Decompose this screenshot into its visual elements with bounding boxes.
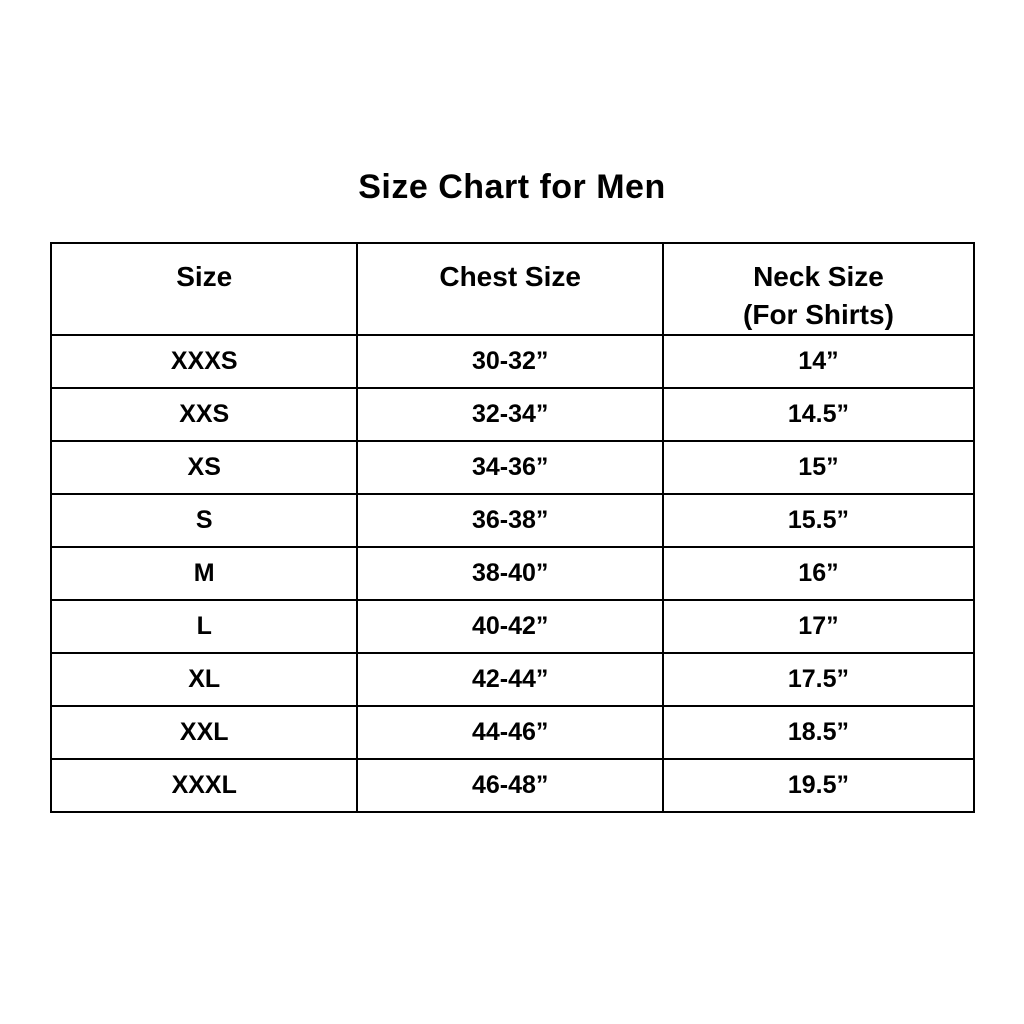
table-row [51,600,974,653]
neck-size-cell: 19.5” [663,759,974,812]
table-row [51,706,974,759]
table-row [51,759,974,812]
neck-size-cell: 15.5” [663,494,974,547]
size-cell: XXS [51,388,357,441]
header-row [51,243,974,335]
neck-size-cell: 17” [663,600,974,653]
page-title: Size Chart for Men [358,168,666,206]
table-row [51,388,974,441]
size-cell: M [51,547,357,600]
header-neck-size-sublabel: (For Shirts) [743,298,894,330]
header-chest-size-label: Chest Size [439,261,581,292]
neck-size-cell: 15” [663,441,974,494]
chest-size-cell: 34-36” [357,441,663,494]
neck-size-cell: 14.5” [663,388,974,441]
header-cell-neck-size [663,243,974,335]
neck-size-cell: 17.5” [663,653,974,706]
chest-size-cell: 42-44” [357,653,663,706]
size-cell: XS [51,441,357,494]
neck-size-cell: 18.5” [663,706,974,759]
table-row [51,494,974,547]
table-row [51,547,974,600]
size-cell: XL [51,653,357,706]
chest-size-cell: 32-34” [357,388,663,441]
chest-size-cell: 40-42” [357,600,663,653]
size-cell: XXL [51,706,357,759]
table-row [51,441,974,494]
header-neck-size-label: Neck Size [753,261,884,292]
header-size-label: Size [176,261,233,292]
header-cell-size [51,243,357,335]
size-cell: XXXS [51,335,357,388]
neck-size-cell: 16” [663,547,974,600]
neck-size-cell: 14” [663,335,974,388]
size-cell: L [51,600,357,653]
chest-size-cell: 38-40” [357,547,663,600]
chest-size-cell: 36-38” [357,494,663,547]
size-table [50,242,975,813]
header-cell-chest-size [357,243,663,335]
table-row [51,653,974,706]
table-row [51,335,974,388]
chest-size-cell: 44-46” [357,706,663,759]
size-cell: S [51,494,357,547]
size-cell: XXXL [51,759,357,812]
chest-size-cell: 30-32” [357,335,663,388]
chest-size-cell: 46-48” [357,759,663,812]
